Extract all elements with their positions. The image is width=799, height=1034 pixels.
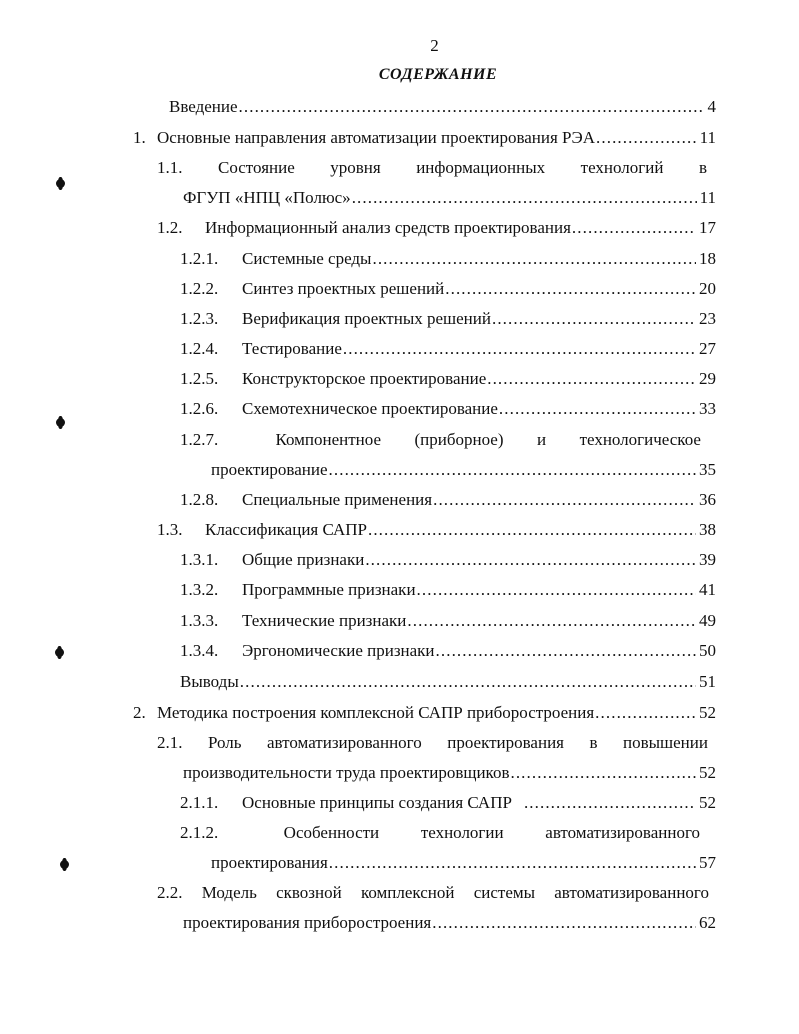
toc-word: автоматизированного <box>267 733 422 752</box>
toc-leader <box>509 761 696 785</box>
toc-page-number: 11 <box>699 188 716 207</box>
toc-word: Особенности <box>283 823 380 842</box>
toc-word: Состояние <box>218 158 295 177</box>
toc-leader <box>486 367 696 391</box>
toc-entry-text: Методика построения комплексной САПР приборостроения <box>157 703 595 722</box>
page-number: 2 <box>430 36 439 55</box>
toc-word: в <box>698 158 707 177</box>
toc-page-number: 57 <box>699 853 716 872</box>
toc-word: повышении <box>623 733 708 752</box>
toc-entry-1-2-1 <box>180 247 716 271</box>
toc-entry-1-3-1 <box>180 548 716 572</box>
toc-word: комплексной <box>360 883 455 902</box>
toc-word: технологическое <box>579 430 701 449</box>
toc-leader <box>431 911 696 935</box>
page-title: СОДЕРЖАНИЕ <box>378 66 498 83</box>
toc-entry-number: 2.1.2. <box>180 823 219 842</box>
toc-entry-number: 1.3.3. <box>180 611 219 630</box>
toc-entry-text: Основные принципы создания САПР <box>242 793 512 812</box>
toc-leader <box>416 578 696 602</box>
toc-page-number: 49 <box>699 611 716 630</box>
toc-entry-number: 1.2.2. <box>180 279 219 298</box>
toc-page-number: 38 <box>699 520 716 539</box>
toc-entry-2-1 <box>183 761 716 785</box>
toc-entry-1-3-2 <box>180 578 716 602</box>
toc-entry-text: Информационный анализ средств проектирования <box>205 218 571 237</box>
toc-entry-number: 1.3.1. <box>180 550 219 569</box>
toc-word: автоматизированного <box>545 823 700 842</box>
toc-entry-conclusions <box>180 670 716 694</box>
toc-entry-text: Верификация проектных решений <box>242 309 491 328</box>
toc-entry-number: 2. <box>133 703 146 722</box>
toc-leader <box>595 126 697 150</box>
toc-entry-number: 1.2.4. <box>180 339 219 358</box>
toc-entry-number: 1.2. <box>157 218 183 237</box>
toc-entry-number: 1.3. <box>157 520 183 539</box>
toc-leader <box>594 701 696 725</box>
toc-page-number: 39 <box>699 550 716 569</box>
toc-word: системы <box>473 883 536 902</box>
toc-page-number: 17 <box>699 218 716 237</box>
toc-entry-number: 1.3.2. <box>180 580 219 599</box>
toc-page-number: 23 <box>699 309 716 328</box>
toc-entry-1-2-8 <box>180 488 716 512</box>
toc-word: Модель <box>201 883 257 902</box>
toc-leader <box>512 791 696 815</box>
toc-page-number: 35 <box>699 460 716 479</box>
toc-entry-text: Общие признаки <box>242 550 365 569</box>
toc-entry-number: 1.2.8. <box>180 490 219 509</box>
toc-page-number: 33 <box>699 399 716 418</box>
toc-entry-1-2 <box>157 216 716 240</box>
toc-entry-1-2-7 <box>211 458 716 482</box>
toc-entry-1-1-first-line <box>157 156 707 180</box>
toc-page-number: 4 <box>707 97 716 116</box>
toc-entry-text: производительности труда проектировщиков <box>183 763 510 782</box>
toc-leader <box>238 95 705 119</box>
toc-entry-1-2-6 <box>180 397 716 421</box>
toc-entry-text: проектирование <box>211 460 328 479</box>
toc-page-number: 29 <box>699 369 716 388</box>
toc-word: Роль <box>207 733 242 752</box>
toc-entry-introduction <box>169 95 716 119</box>
toc-page-number: 50 <box>699 641 716 660</box>
toc-entry-text: Системные среды <box>242 249 372 268</box>
toc-leader <box>406 609 696 633</box>
toc-word: технологий <box>580 158 664 177</box>
toc-entry-text: проектирования <box>211 853 328 872</box>
toc-entry-text: Основные направления автоматизации проектирования РЭА <box>157 128 596 147</box>
toc-entry-1-3 <box>157 518 716 542</box>
toc-leader <box>367 518 696 542</box>
binding-hole-mark <box>55 648 64 657</box>
binding-hole-mark <box>60 860 69 869</box>
toc-leader <box>371 247 696 271</box>
toc-entry-text: проектирования приборостроения <box>183 913 432 932</box>
toc-entry-number: 1.2.3. <box>180 309 219 328</box>
toc-word: в <box>589 733 598 752</box>
toc-leader <box>444 277 696 301</box>
toc-entry-number: 1.3.4. <box>180 641 219 660</box>
toc-entry-number: 1.2.7. <box>180 430 219 449</box>
toc-page-number: 52 <box>699 703 716 722</box>
toc-leader <box>342 337 696 361</box>
toc-entry-text: Конструкторское проектирование <box>242 369 487 388</box>
toc-page-number: 62 <box>699 913 716 932</box>
binding-hole-mark <box>56 179 65 188</box>
toc-word: проектирования <box>447 733 564 752</box>
toc-entry-text: Схемотехническое проектирование <box>242 399 498 418</box>
toc-leader <box>239 670 696 694</box>
toc-entry-2-2 <box>183 911 716 935</box>
toc-entry-text: Синтез проектных решений <box>242 279 445 298</box>
toc-entry-text: Эргономические признаки <box>242 641 435 660</box>
toc-entry-text: ФГУП «НПЦ «Полюс» <box>183 188 351 207</box>
toc-entry-1-1 <box>183 186 716 210</box>
toc-entry-1-2-2 <box>180 277 716 301</box>
toc-entry-1-3-4 <box>180 639 716 663</box>
toc-entry-text: Классификация САПР <box>205 520 367 539</box>
toc-page-number: 52 <box>699 763 716 782</box>
toc-leader <box>328 458 696 482</box>
toc-entry-2-1-1 <box>180 791 716 815</box>
toc-entry-2-2-first-line <box>157 881 709 905</box>
toc-entry-number: 1.1. <box>157 158 183 177</box>
toc-entry-text: Введение <box>169 97 238 116</box>
toc-entry-number: 2.2. <box>157 883 183 902</box>
toc-entry-1-2-7-first-line <box>180 428 701 452</box>
toc-entry-1 <box>133 126 716 150</box>
toc-entry-2-1-2 <box>211 851 716 875</box>
toc-word: технологии <box>420 823 504 842</box>
toc-leader <box>435 639 696 663</box>
toc-leader <box>351 186 697 210</box>
toc-leader <box>491 307 696 331</box>
toc-word: автоматизированного <box>554 883 709 902</box>
toc-word: сквозной <box>276 883 342 902</box>
toc-entry-text: Тестирование <box>242 339 342 358</box>
toc-entry-text: Программные признаки <box>242 580 416 599</box>
toc-page-number: 52 <box>699 793 716 812</box>
toc-word: Компонентное <box>275 430 382 449</box>
toc-entry-text: Выводы <box>180 672 239 691</box>
toc-leader <box>432 488 696 512</box>
toc-entry-text: Технические признаки <box>242 611 407 630</box>
toc-entry-text: Специальные применения <box>242 490 433 509</box>
toc-page-number: 11 <box>699 128 716 147</box>
toc-leader <box>571 216 696 240</box>
toc-leader <box>364 548 696 572</box>
toc-page-number: 20 <box>699 279 716 298</box>
toc-word: (приборное) <box>414 430 504 449</box>
toc-entry-number: 2.1.1. <box>180 793 219 812</box>
binding-hole-mark <box>56 418 65 427</box>
toc-entry-1-2-4 <box>180 337 716 361</box>
toc-entry-1-3-3 <box>180 609 716 633</box>
toc-entry-number: 2.1. <box>157 733 183 752</box>
toc-entry-2 <box>133 701 716 725</box>
toc-entry-number: 1. <box>133 128 146 147</box>
toc-word: и <box>536 430 547 449</box>
toc-word: уровня <box>330 158 381 177</box>
toc-leader <box>498 397 696 421</box>
toc-word: информационных <box>416 158 546 177</box>
toc-entry-number: 1.2.1. <box>180 249 219 268</box>
toc-page-number: 36 <box>699 490 716 509</box>
toc-page-number: 27 <box>699 339 716 358</box>
toc-page-number: 18 <box>699 249 716 268</box>
toc-page-number: 41 <box>699 580 716 599</box>
toc-entry-number: 1.2.5. <box>180 369 219 388</box>
toc-page-number: 51 <box>699 672 716 691</box>
toc-leader <box>328 851 696 875</box>
toc-entry-1-2-5 <box>180 367 716 391</box>
toc-entry-2-1-2-first-line <box>180 821 700 845</box>
toc-entry-1-2-3 <box>180 307 716 331</box>
toc-entry-2-1-first-line <box>157 731 708 755</box>
toc-entry-number: 1.2.6. <box>180 399 219 418</box>
